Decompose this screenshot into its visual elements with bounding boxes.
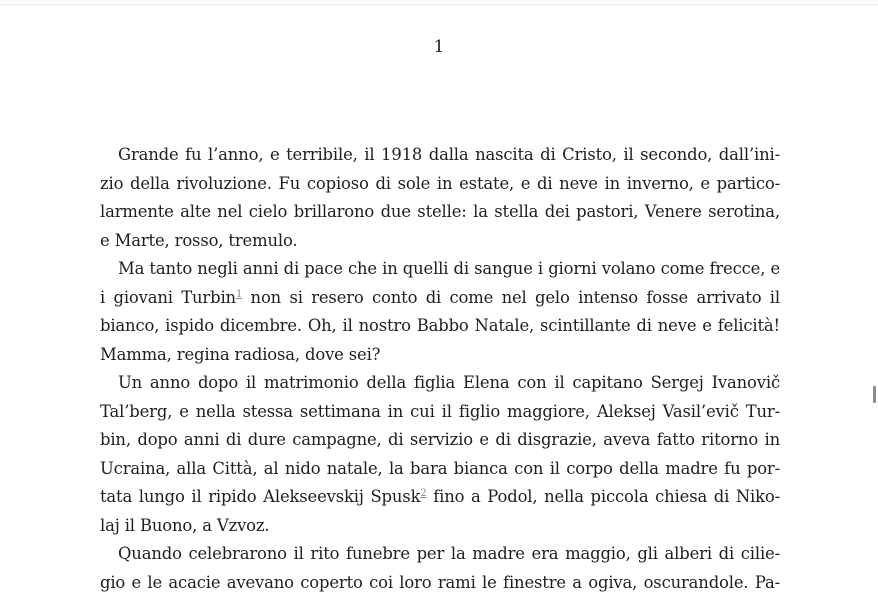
text-line: bianco, ispido dicembre. Oh, il nostro Babbo Natale, scintillante di neve e felicità! — [100, 312, 780, 341]
text-line: Quando celebrarono il rito funebre per la madre era maggio, gli alberi di cilie- — [100, 540, 780, 569]
top-divider — [0, 0, 878, 5]
text-line: Tal’berg, e nella stessa settimana in cui il figlio maggiore, Aleksej Vasil’evič Tur- — [100, 398, 780, 427]
text-segment: fino a Podol, nella piccola chiesa di Niko- — [427, 487, 780, 506]
text-line — [100, 284, 780, 313]
text-line: Grande fu l’anno, e terribile, il 1918 dalla nascita di Cristo, il secondo, dall’ini- — [100, 141, 780, 170]
text-line: Ucraina, alla Città, al nido natale, la bara bianca con il corpo della madre fu por- — [100, 455, 780, 484]
chapter-number: 1 — [0, 36, 878, 58]
text-line: zio della rivoluzione. Fu copioso di sole in estate, e di neve in inverno, e partico- — [100, 170, 780, 199]
scrollbar-thumb[interactable] — [873, 386, 876, 403]
text-line: Un anno dopo il matrimonio della figlia Elena con il capitano Sergej Ivanovič — [100, 369, 780, 398]
text-line: e Marte, rosso, tremulo. — [100, 227, 780, 256]
text-line: Ma tanto negli anni di pace che in quelli di sangue i giorni volano come frecce, e — [100, 255, 780, 284]
text-line: larmente alte nel cielo brillarono due stelle: la stella dei pastori, Venere serotina, — [100, 198, 780, 227]
footnote-link-2[interactable]: 2 — [420, 488, 426, 499]
text-line — [100, 483, 780, 512]
text-segment: non si resero conto di come nel gelo intenso fosse arrivato il — [242, 288, 780, 307]
text-line: laj il Buono, a Vzvoz. — [100, 512, 780, 541]
chapter-body — [100, 141, 780, 597]
text-segment: i giovani Turbin — [100, 288, 236, 307]
text-line: Mamma, regina radiosa, dove sei? — [100, 341, 780, 370]
text-line: bin, dopo anni di dure campagne, di servizio e di disgrazie, aveva fatto ritorno in — [100, 426, 780, 455]
footnote-link-1[interactable]: 1 — [236, 289, 242, 300]
text-segment: tata lungo il ripido Alekseevskij Spusk — [100, 487, 420, 506]
text-line: gio e le acacie avevano coperto coi loro rami le finestre a ogiva, oscurandole. Pa- — [100, 569, 780, 597]
